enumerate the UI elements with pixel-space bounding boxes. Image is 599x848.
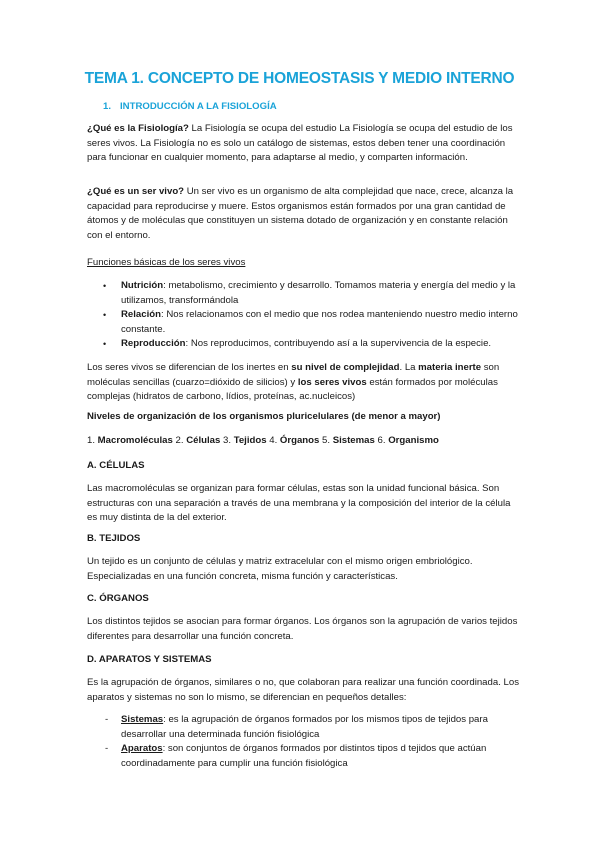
text-span: Los seres vivos se diferencian de los inertes en — [87, 362, 292, 373]
list-item — [87, 279, 519, 308]
question-lead: ¿Qué es un ser vivo? — [87, 186, 185, 197]
bold-span: Sistemas — [332, 435, 375, 446]
text-span: 2. — [172, 435, 187, 446]
celulas-text: Las macromoléculas se organizan para formar células, estas son la unidad funcional básica. Son estructuras con una separación a través de una membrana y la composición del interior de la célula es muy distinta de la del exterior. — [87, 483, 511, 523]
aparatos-list — [87, 713, 519, 771]
paragraph-que-es-ser-vivo — [87, 185, 519, 243]
list-item-text: : son conjuntos de órganos formados por distintos tipos d tejidos que actúan coordinadamente para cumplir una función fisiológica — [121, 743, 487, 769]
section-label: INTRODUCCIÓN A LA FISIOLOGÍA — [120, 101, 277, 112]
bold-span: Tejidos — [233, 435, 267, 446]
text-span: están formados por moléculas complejas (hidratos de carbono, lídios, proteínas, ac.nucleicos) — [87, 376, 498, 402]
bullet-icon: • — [103, 281, 107, 291]
organos-text: Los distintos tejidos se asocian para formar órganos. Los órganos son la agrupación de varios tejidos diferentes para desarrollar una función concreta. — [87, 616, 518, 642]
text-span: son moléculas sencillas (cuarzo=dióxido de silicios) y — [87, 362, 500, 388]
text-span: 6. — [374, 435, 389, 446]
page-title: TEMA 1. CONCEPTO DE HOMEOSTASIS Y MEDIO INTERNO — [84, 70, 515, 87]
question-lead: ¿Qué es la Fisiología? — [87, 123, 189, 134]
text-span: 5. — [319, 435, 333, 446]
bullet-icon: • — [103, 339, 107, 349]
list-item — [87, 713, 519, 742]
section-heading — [103, 100, 277, 115]
organos-heading: C. ÓRGANOS — [87, 593, 149, 604]
bold-span: materia inerte — [418, 362, 482, 373]
bold-span: Células — [186, 435, 221, 446]
list-item — [87, 308, 519, 337]
aparatos-text: Es la agrupación de órganos, similares o no, que colaboran para realizar una función coordinada. Los aparatos y sistemas no son lo mismo, se diferencian en pequeños detalles: — [87, 677, 519, 703]
bold-span: Macromoléculas — [97, 435, 173, 446]
text-span: . La — [399, 362, 419, 373]
list-item — [87, 742, 519, 771]
question-text: La Fisiología se ocupa del estudio La Fisiología se ocupa del estudio de los seres vivos. La Fisiología no es solo un catálogo de sistemas, estos deben tener una coordinación para funcionar en cualquier momento, para adaptarse al medio, y comparten información. — [87, 123, 513, 163]
list-item-text: : metabolismo, crecimiento y desarrollo. Tomamos materia y energía del medio y la utilizamos, transformándola — [121, 280, 516, 306]
tejidos-heading: B. TEJIDOS — [87, 533, 141, 544]
list-item-term: Nutrición — [121, 280, 164, 291]
list-item-text: : es la agrupación de órganos formados por los mismos tipos de tejidos para desarrollar una determinada función fisiológica — [121, 714, 488, 740]
text-span: 4. — [266, 435, 280, 446]
list-item — [87, 337, 519, 352]
list-item-term: Relación — [121, 309, 161, 320]
text-span: 1. — [87, 435, 98, 446]
list-item-term: Sistemas — [121, 714, 164, 725]
list-item-term: Reproducción — [121, 338, 186, 349]
paragraph-diferencia — [87, 361, 519, 405]
bold-span: Organismo — [388, 435, 439, 446]
tejidos-text: Un tejido es un conjunto de células y matriz extracelular con el mismo origen embriológico. Especializadas en una función concreta, misma función y características. — [87, 556, 473, 582]
list-item-text: : Nos relacionamos con el medio que nos rodea manteniendo nuestro medio interno constante. — [121, 309, 518, 335]
bullet-icon: • — [103, 310, 107, 320]
niveles-line — [87, 434, 519, 449]
niveles-heading: Niveles de organización de los organismos pluricelulares (de menor a mayor) — [87, 411, 441, 422]
dash-icon: - — [105, 714, 109, 725]
funciones-heading: Funciones básicas de los seres vivos — [87, 257, 246, 268]
text-span: 3. — [220, 435, 234, 446]
bold-span: Órganos — [279, 435, 320, 446]
dash-icon: - — [105, 743, 109, 754]
funciones-list — [87, 279, 519, 352]
list-item-term: Aparatos — [121, 743, 163, 754]
celulas-heading: A. CÉLULAS — [87, 460, 145, 471]
list-item-text: : Nos reproducimos, contribuyendo así a la supervivencia de la especie. — [185, 338, 492, 349]
section-number: 1. — [103, 101, 112, 112]
paragraph-que-es-fisiologia — [87, 122, 519, 166]
aparatos-heading: D. APARATOS Y SISTEMAS — [87, 654, 212, 665]
bold-span: su nivel de complejidad — [291, 362, 400, 373]
question-text: Un ser vivo es un organismo de alta complejidad que nace, crece, alcanza la capacidad para reproducirse y muere. Estos organismos están formados por una gran cantidad de átomos y de moléculas que constituyen un sistema dotado de organización y en constante relación con el entorno. — [87, 186, 514, 241]
bold-span: los seres vivos — [297, 376, 367, 388]
